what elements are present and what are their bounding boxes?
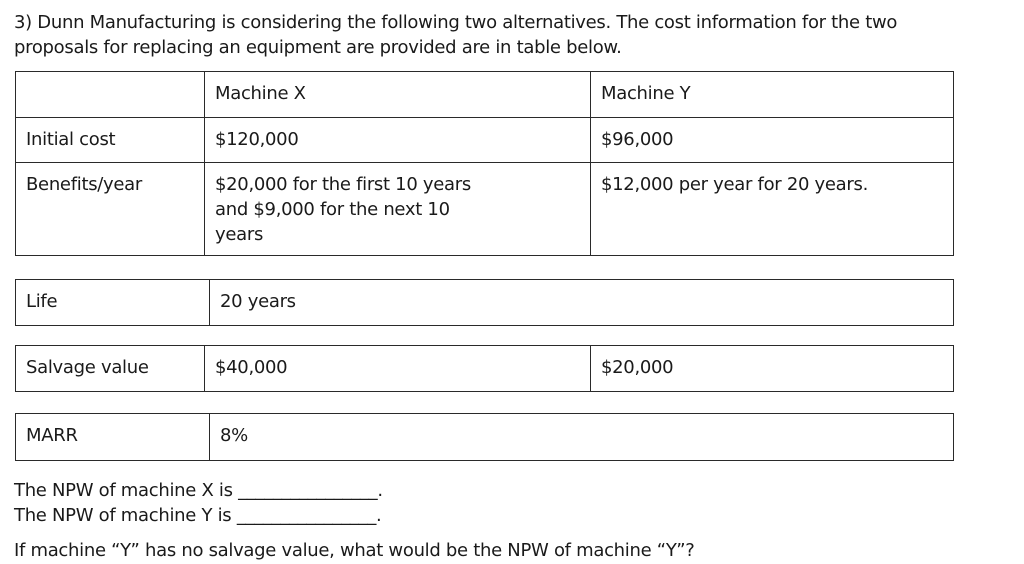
problem-statement-line-1: 3) Dunn Manufacturing is considering the following two alternatives. The cost information for the two [14,12,898,33]
marr-table [15,413,954,461]
table-header-row [16,72,954,118]
questions-block [14,478,383,528]
salvage-y: $20,000 [591,346,954,392]
question-npw-y [14,503,383,528]
question-npw-x-text: The NPW of machine X is [14,480,233,501]
cost-table [15,71,954,256]
benefits-label: Benefits/year [16,163,205,256]
answer-blank-y: ________________. [236,505,382,526]
marr-label: MARR [16,414,210,461]
initial-cost-label: Initial cost [16,118,205,163]
benefits-x-line-3: years [215,224,264,245]
initial-cost-x: $120,000 [205,118,591,163]
initial-cost-y: $96,000 [591,118,954,163]
question-npw-x [14,478,383,503]
life-value: 20 years [210,280,954,326]
table-row-marr [16,414,954,461]
header-machine-x: Machine X [205,72,591,118]
benefits-x-line-1: $20,000 for the first 10 years [215,174,471,195]
header-machine-y: Machine Y [591,72,954,118]
life-label: Life [16,280,210,326]
question-no-salvage: If machine “Y” has no salvage value, what would be the NPW of machine “Y”? [14,540,695,561]
table-row-initial-cost [16,118,954,163]
header-blank-cell [16,72,205,118]
benefits-y: $12,000 per year for 20 years. [591,163,954,256]
salvage-label: Salvage value [16,346,205,392]
problem-statement-line-2: proposals for replacing an equipment are provided are in table below. [14,37,622,58]
benefits-x-line-2: and $9,000 for the next 10 [215,199,450,220]
question-npw-y-text: The NPW of machine Y is [14,505,232,526]
salvage-x: $40,000 [205,346,591,392]
problem-statement [14,10,1014,60]
marr-value: 8% [210,414,954,461]
table-row-benefits [16,163,954,256]
salvage-table [15,345,954,392]
table-row-life [16,280,954,326]
answer-blank-x: ________________. [238,480,383,501]
table-row-salvage [16,346,954,392]
benefits-x [205,163,591,256]
life-table [15,279,954,326]
